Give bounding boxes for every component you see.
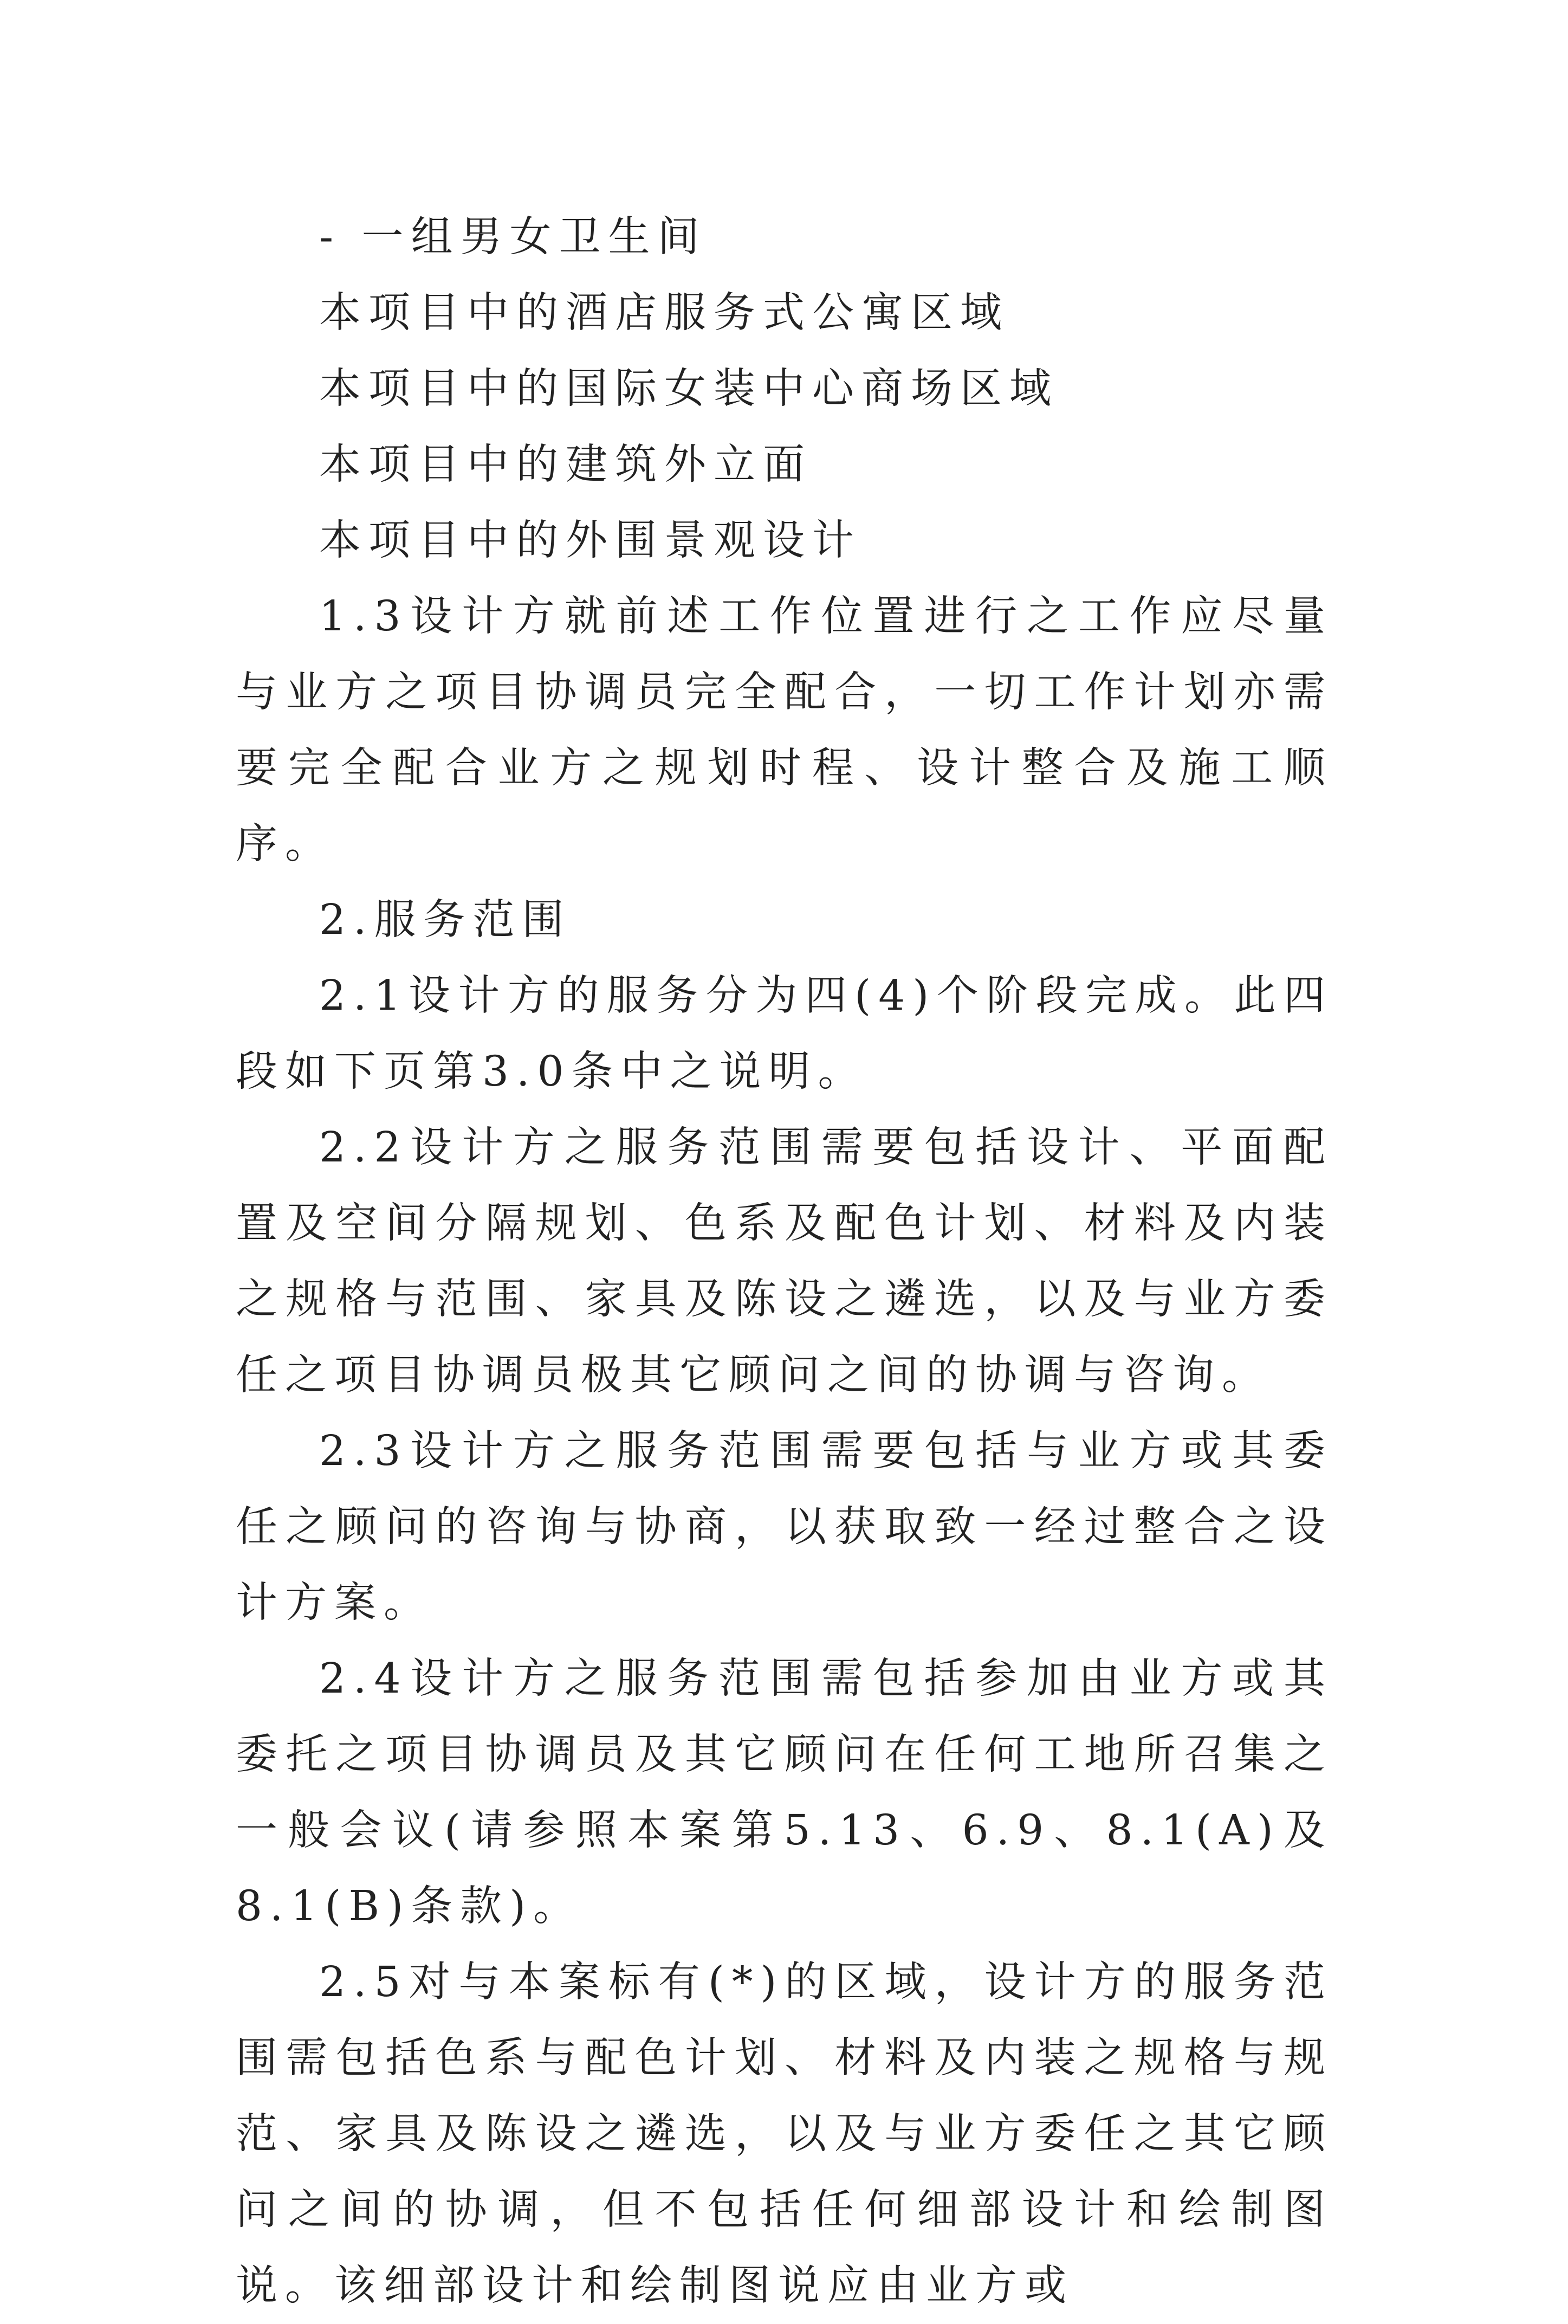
list-item-landscape: 本项目中的外围景观设计 bbox=[319, 517, 861, 565]
paragraph-2-5: 2.5对与本案标有(*)的区域，设计方的服务范围需包括色系与配色计划、材料及内装之规格与规范、家具及陈设之遴选，以及与业方委任之其它顾问之间的协调，但不包括任何细部设计和绘制图说。该细部设计和绘制图说应由业方或 bbox=[236, 1958, 1333, 2310]
list-item-restrooms: - 一组男女卫生间 bbox=[319, 213, 707, 261]
paragraph-2-2: 2.2设计方之服务范围需要包括设计、平面配置及空间分隔规划、色系及配色计划、材料及内装之规格与范围、家具及陈设之遴选，以及与业方委任之项目协调员极其它顾问之间的协调与咨询。 bbox=[236, 1124, 1333, 1399]
paragraph-2-3: 2.3设计方之服务范围需要包括与业方或其委任之顾问的咨询与协商，以获取致一经过整合之设计方案。 bbox=[236, 1427, 1333, 1627]
paragraph-2-4: 2.4设计方之服务范围需包括参加由业方或其委托之项目协调员及其它顾问在任何工地所召集之一般会议(请参照本案第5.13、6.9、8.1(A)及8.1(B)条款)。 bbox=[236, 1655, 1333, 1931]
document-body bbox=[236, 199, 1333, 2324]
list-item-womenswear-mall: 本项目中的国际女装中心商场区域 bbox=[319, 365, 1059, 413]
paragraph-1-3: 1.3设计方就前述工作位置进行之工作应尽量与业方之项目协调员完全配合，一切工作计划亦需要完全配合业方之规划时程、设计整合及施工顺序。 bbox=[236, 592, 1333, 868]
list-item-serviced-apartments: 本项目中的酒店服务式公寓区域 bbox=[319, 289, 1009, 337]
section-heading-service-scope: 2.服务范围 bbox=[319, 896, 572, 944]
list-item-facade: 本项目中的建筑外立面 bbox=[319, 441, 812, 489]
paragraph-2-1: 2.1设计方的服务分为四(4)个阶段完成。此四段如下页第3.0条中之说明。 bbox=[236, 972, 1333, 1096]
